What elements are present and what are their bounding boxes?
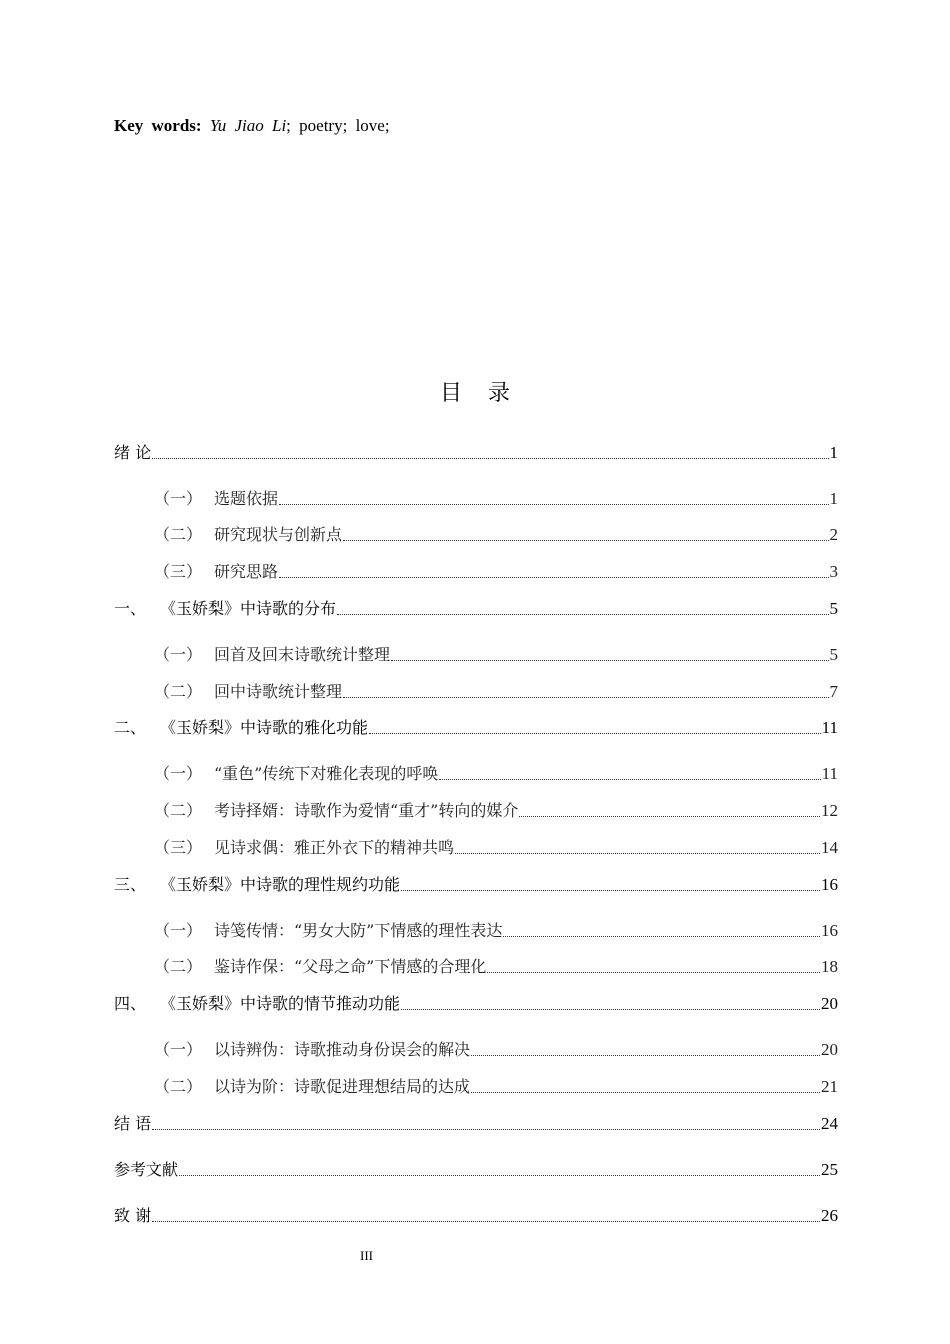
toc-entry[interactable] (114, 872, 838, 896)
toc-entry-label: 回中诗歌统计整理 (214, 682, 343, 701)
toc-entry-label: 《玉娇梨》中诗歌的情节推动功能 (160, 994, 401, 1013)
toc-entry[interactable] (114, 1111, 838, 1135)
toc-entry-page: 21 (821, 1077, 838, 1096)
toc-entry-page: 11 (821, 718, 838, 737)
toc-leader-dots (391, 660, 828, 661)
toc-subentry[interactable] (154, 679, 838, 703)
toc-entry-number: （三） (154, 562, 203, 581)
toc-leader-dots (343, 540, 828, 541)
toc-entry-number: （二） (154, 801, 203, 820)
toc-entry-number: 二、 (114, 718, 147, 737)
toc-subentry[interactable] (154, 642, 838, 666)
toc-leader-dots (152, 1221, 820, 1222)
toc-entry-number: 四、 (114, 994, 147, 1013)
toc-subentry[interactable] (154, 1074, 838, 1098)
toc-entry-label: 选题依据 (214, 489, 279, 508)
toc-entry[interactable] (114, 1157, 838, 1181)
toc-entry-page: 16 (821, 921, 838, 940)
toc-entry[interactable] (114, 991, 838, 1015)
toc-entry-label: 绪 论 (114, 443, 152, 462)
toc-title: 目录 (439, 381, 536, 406)
toc-entry[interactable] (114, 1203, 838, 1227)
toc-entry-number: （二） (154, 1077, 203, 1096)
toc-leader-dots (487, 972, 820, 973)
toc-entry[interactable] (114, 715, 838, 739)
toc-entry-number: （一） (154, 645, 203, 664)
toc-entry-label: 回首及回末诗歌统计整理 (214, 645, 391, 664)
toc-leader-dots (439, 779, 820, 780)
toc-entry-label: 研究现状与创新点 (214, 525, 343, 544)
toc-entry-label: 见诗求偶：雅正外衣下的精神共鸣 (214, 838, 455, 857)
toc-entry-page: 25 (821, 1160, 838, 1179)
keyword-term: poetry (299, 116, 343, 135)
toc-entry-label: 《玉娇梨》中诗歌的分布 (160, 599, 337, 618)
toc-leader-dots (179, 1175, 820, 1176)
toc-entry-page: 1 (829, 489, 838, 508)
toc-subentry[interactable] (154, 835, 838, 859)
toc-entry-number: （一） (154, 921, 203, 940)
keywords-line: Key words: Yu Jiao Li; poetry; love; (114, 116, 390, 135)
toc-leader-dots (519, 816, 820, 817)
toc-leader-dots (503, 936, 820, 937)
toc-leader-dots (369, 733, 821, 734)
keyword-term: Yu Jiao Li (209, 116, 287, 135)
toc-leader-dots (279, 504, 828, 505)
toc-entry-label: 结 语 (114, 1114, 152, 1133)
toc-subentry[interactable] (154, 918, 838, 942)
toc-entry-number: （一） (154, 489, 203, 508)
toc-entry-page: 2 (829, 525, 838, 544)
toc-entry[interactable] (114, 596, 838, 620)
toc-entry-page: 14 (821, 838, 838, 857)
toc-entry-label: 考诗择婿：诗歌作为爱情“重才”转向的媒介 (214, 801, 519, 820)
toc-entry-page: 11 (821, 764, 838, 783)
toc-leader-dots (401, 1009, 820, 1010)
toc-subentry[interactable] (154, 522, 838, 546)
toc-entry-page: 3 (829, 562, 838, 581)
keyword-term: love (355, 116, 385, 135)
toc-leader-dots (455, 853, 820, 854)
toc-entry-label: 《玉娇梨》中诗歌的理性规约功能 (160, 875, 401, 894)
toc-entry-number: （二） (154, 525, 203, 544)
toc-entry-number: （一） (154, 764, 203, 783)
toc-leader-dots (471, 1055, 820, 1056)
toc-entry[interactable] (114, 440, 838, 464)
toc-entry-number: 三、 (114, 875, 147, 894)
toc-subentry[interactable] (154, 761, 838, 785)
toc-subentry[interactable] (154, 486, 838, 510)
toc-subentry[interactable] (154, 798, 838, 822)
toc-leader-dots (401, 890, 820, 891)
toc-entry-page: 24 (821, 1114, 838, 1133)
toc-entry-label: 诗笺传情：“男女大防”下情感的理性表达 (214, 921, 503, 940)
toc-entry-label: “重色”传统下对雅化表现的呼唤 (214, 764, 439, 783)
toc-subentry[interactable] (154, 559, 838, 583)
toc-entry-page: 20 (821, 994, 838, 1013)
toc-entry-label: 以诗为阶：诗歌促进理想结局的达成 (214, 1077, 471, 1096)
toc-entry-label: 以诗辨伪：诗歌推动身份误会的解决 (214, 1040, 471, 1059)
toc-entry-page: 7 (829, 682, 838, 701)
toc-entry-label: 参考文献 (114, 1160, 179, 1179)
toc-entry-label: 致 谢 (114, 1206, 152, 1225)
toc-entry-number: （二） (154, 682, 203, 701)
toc-entry-page: 16 (821, 875, 838, 894)
footer-page-number: III (360, 1248, 373, 1263)
toc-entry-label: 《玉娇梨》中诗歌的雅化功能 (160, 718, 369, 737)
toc-entry-page: 20 (821, 1040, 838, 1059)
toc-entry-page: 18 (821, 957, 838, 976)
toc-leader-dots (152, 1129, 820, 1130)
toc-leader-dots (471, 1092, 820, 1093)
keywords-label: Key words: (114, 116, 202, 135)
toc-entry-page: 26 (821, 1206, 838, 1225)
toc-entry-label: 鉴诗作保：“父母之命”下情感的合理化 (214, 957, 487, 976)
toc-leader-dots (337, 614, 828, 615)
toc-subentry[interactable] (154, 1037, 838, 1061)
toc-leader-dots (343, 697, 828, 698)
toc-leader-dots (152, 458, 828, 459)
toc-entry-label: 研究思路 (214, 562, 279, 581)
toc-entry-page: 1 (829, 443, 838, 462)
toc-entry-number: （三） (154, 838, 203, 857)
toc-entry-number: 一、 (114, 599, 147, 618)
toc-entry-page: 5 (829, 645, 838, 664)
toc-entry-number: （二） (154, 957, 203, 976)
toc-entry-number: （一） (154, 1040, 203, 1059)
toc-leader-dots (279, 577, 828, 578)
toc-entry-page: 12 (821, 801, 838, 820)
toc-entry-page: 5 (829, 599, 838, 618)
toc-subentry[interactable] (154, 954, 838, 978)
